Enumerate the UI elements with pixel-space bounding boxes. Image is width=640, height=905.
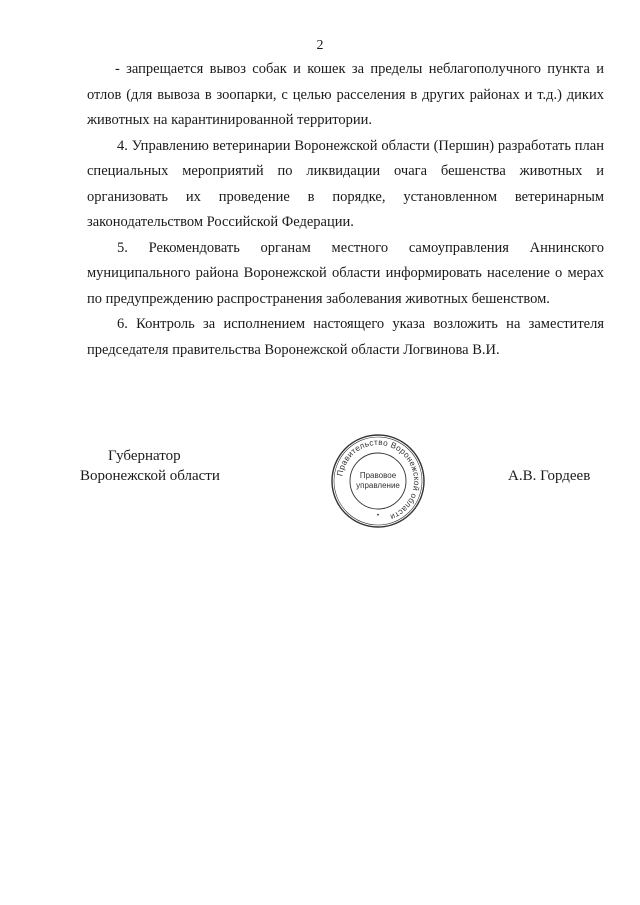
seal-inner-text-2: управление bbox=[356, 481, 400, 490]
signature-title bbox=[80, 446, 220, 486]
page-number: 2 bbox=[316, 38, 324, 53]
seal-star-icon: • bbox=[376, 512, 380, 519]
paragraph-veterinary-plan: 4. Управлению ветеринарии Воронежской области (Першин) разработать план специальных мероприятий по ликвидации очага бешенства животных и организовать их проведение в порядке, установленном ветеринарным законодательством Российской Федерации. bbox=[87, 137, 604, 230]
seal-inner-text-1: Правовое bbox=[359, 471, 397, 480]
signature-title-line-1: Губернатор bbox=[108, 448, 181, 464]
signature-name: А.В. Гордеев bbox=[508, 468, 591, 484]
paragraph-control: 6. Контроль за исполнением настоящего указа возложить на заместителя председателя правительства Воронежской области Логвинова В.И. bbox=[87, 316, 604, 358]
official-seal-stamp bbox=[330, 433, 426, 529]
signature-title-line-2: Воронежской области bbox=[80, 468, 220, 484]
paragraph-ban-removal: - запрещается вывоз собак и кошек за пределы неблагополучного пункта и отлов (для вывоза в зоопарки, с целью расселения в других районах и т.д.) диких животных на карантинированной территории. bbox=[87, 61, 604, 128]
document-body bbox=[87, 57, 604, 363]
seal-outer-text: Правительство Воронежской области bbox=[335, 437, 422, 522]
paragraph-recommendation: 5. Рекомендовать органам местного самоуправления Аннинского муниципального района Воронежской области информировать население о мерах по предупреждению распространения заболевания животных бешенством. bbox=[87, 239, 604, 307]
